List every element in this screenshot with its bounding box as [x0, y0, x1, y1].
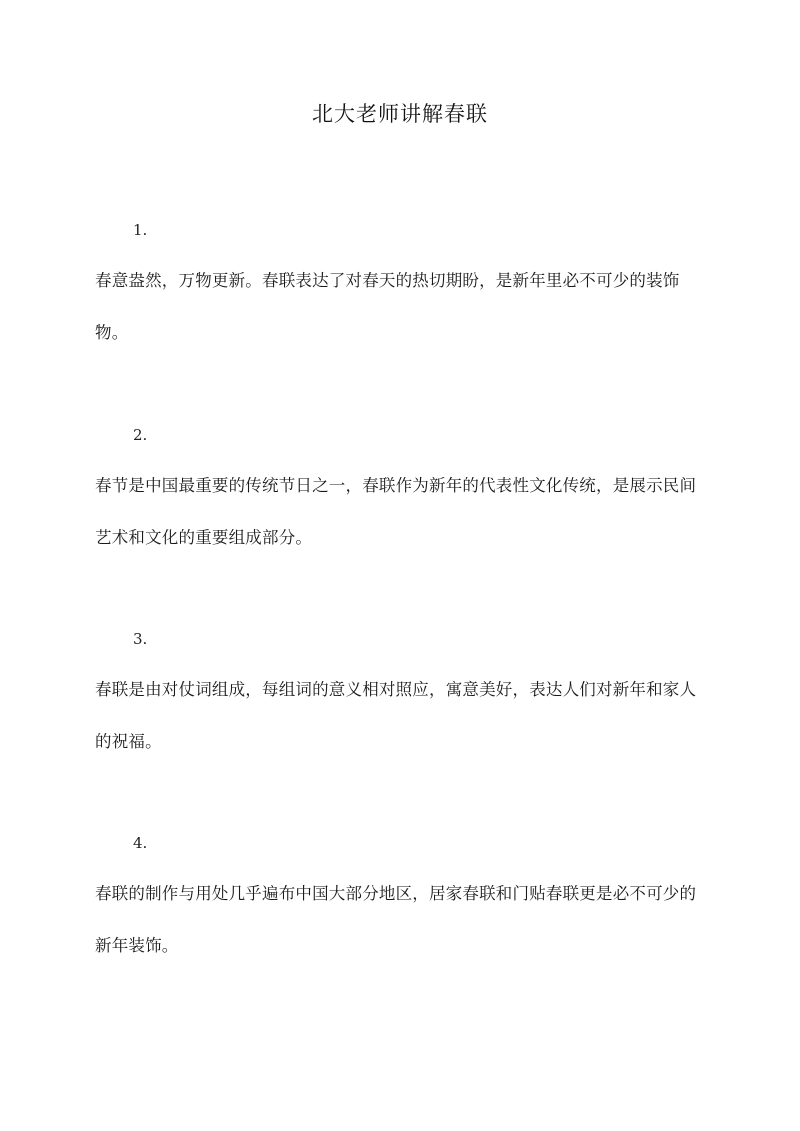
section-paragraph: 春联是由对仗词组成，每组词的意义相对照应，寓意美好，表达人们对新年和家人的祝福。: [95, 680, 697, 751]
section-number: 4.: [133, 834, 148, 852]
section-number: 3.: [133, 630, 148, 648]
section-paragraph: 春节是中国最重要的传统节日之一，春联作为新年的代表性文化传统，是展示民间艺术和文化的重要组成部分。: [95, 476, 697, 547]
section-number: 2.: [133, 426, 148, 444]
document-title: 北大老师讲解春联: [312, 102, 488, 126]
section-number: 1.: [133, 221, 148, 239]
section-paragraph: 春意盎然，万物更新。春联表达了对春天的热切期盼，是新年里必不可少的装饰物。: [95, 271, 680, 342]
section-paragraph: 春联的制作与用处几乎遍布中国大部分地区，居家春联和门贴春联更是必不可少的新年装饰。: [95, 884, 697, 955]
